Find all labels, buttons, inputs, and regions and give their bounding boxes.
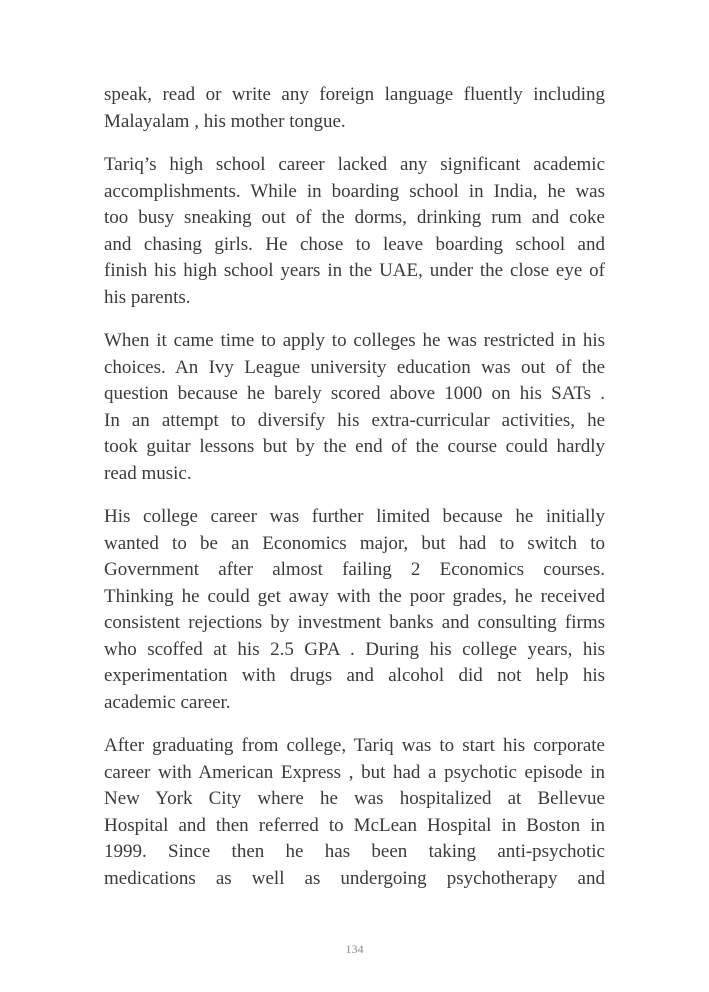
text-line: and chasing girls. He chose to leave boarding school and bbox=[104, 233, 605, 255]
paragraph-high-school bbox=[104, 152, 605, 311]
text-line: medications as well as undergoing psychotherapy and bbox=[104, 867, 605, 889]
text-line: read music. bbox=[104, 462, 192, 484]
text-line: speak, read or write any foreign language fluently including bbox=[104, 84, 605, 105]
text-line: Malayalam , his mother tongue. bbox=[104, 110, 346, 132]
text-line: Hospital and then referred to McLean Hospital in Boston in bbox=[104, 814, 605, 836]
text-line: finish his high school years in the UAE, under the close eye of bbox=[104, 260, 605, 281]
text-line: In an attempt to diversify his extra-curricular activities, he bbox=[104, 409, 605, 431]
paragraph-college-career bbox=[104, 504, 605, 716]
text-line: Thinking he could get away with the poor grades, he received bbox=[104, 585, 605, 607]
text-line: took guitar lessons but by the end of the course could hardly bbox=[104, 436, 605, 457]
text-line: 1999. Since then he has been taking anti-psychotic bbox=[104, 841, 605, 862]
paragraph-language bbox=[104, 82, 605, 135]
text-line: who scoffed at his 2.5 GPA . During his college years, his bbox=[104, 638, 605, 660]
text-line: New York City where he was hospitalized at Bellevue bbox=[104, 788, 605, 809]
text-line: When it came time to apply to colleges he was restricted in his bbox=[104, 330, 605, 351]
text-line: Government after almost failing 2 Economics courses. bbox=[104, 559, 605, 580]
text-line: His college career was further limited because he initially bbox=[104, 506, 605, 527]
text-line: consistent rejections by investment banks and consulting firms bbox=[104, 612, 605, 633]
text-line: After graduating from college, Tariq was to start his corporate bbox=[104, 735, 605, 756]
text-line: experimentation with drugs and alcohol did not help his bbox=[104, 665, 605, 686]
page-number: 134 bbox=[345, 942, 364, 956]
text-line: Tariq’s high school career lacked any significant academic bbox=[104, 154, 605, 175]
paragraph-college-applications bbox=[104, 328, 605, 487]
text-line: question because he barely scored above 1000 on his SATs . bbox=[104, 383, 605, 404]
paragraph-after-college bbox=[104, 733, 605, 892]
text-line: his parents. bbox=[104, 286, 191, 308]
text-line: career with American Express , but had a psychotic episode in bbox=[104, 761, 605, 783]
text-line: accomplishments. While in boarding school in India, he was bbox=[104, 180, 605, 202]
text-line: wanted to be an Economics major, but had to switch to bbox=[104, 532, 605, 554]
page-body bbox=[104, 82, 605, 909]
text-line: too busy sneaking out of the dorms, drinking rum and coke bbox=[104, 207, 605, 228]
text-line: choices. An Ivy League university education was out of the bbox=[104, 356, 605, 378]
text-line: academic career. bbox=[104, 691, 231, 713]
